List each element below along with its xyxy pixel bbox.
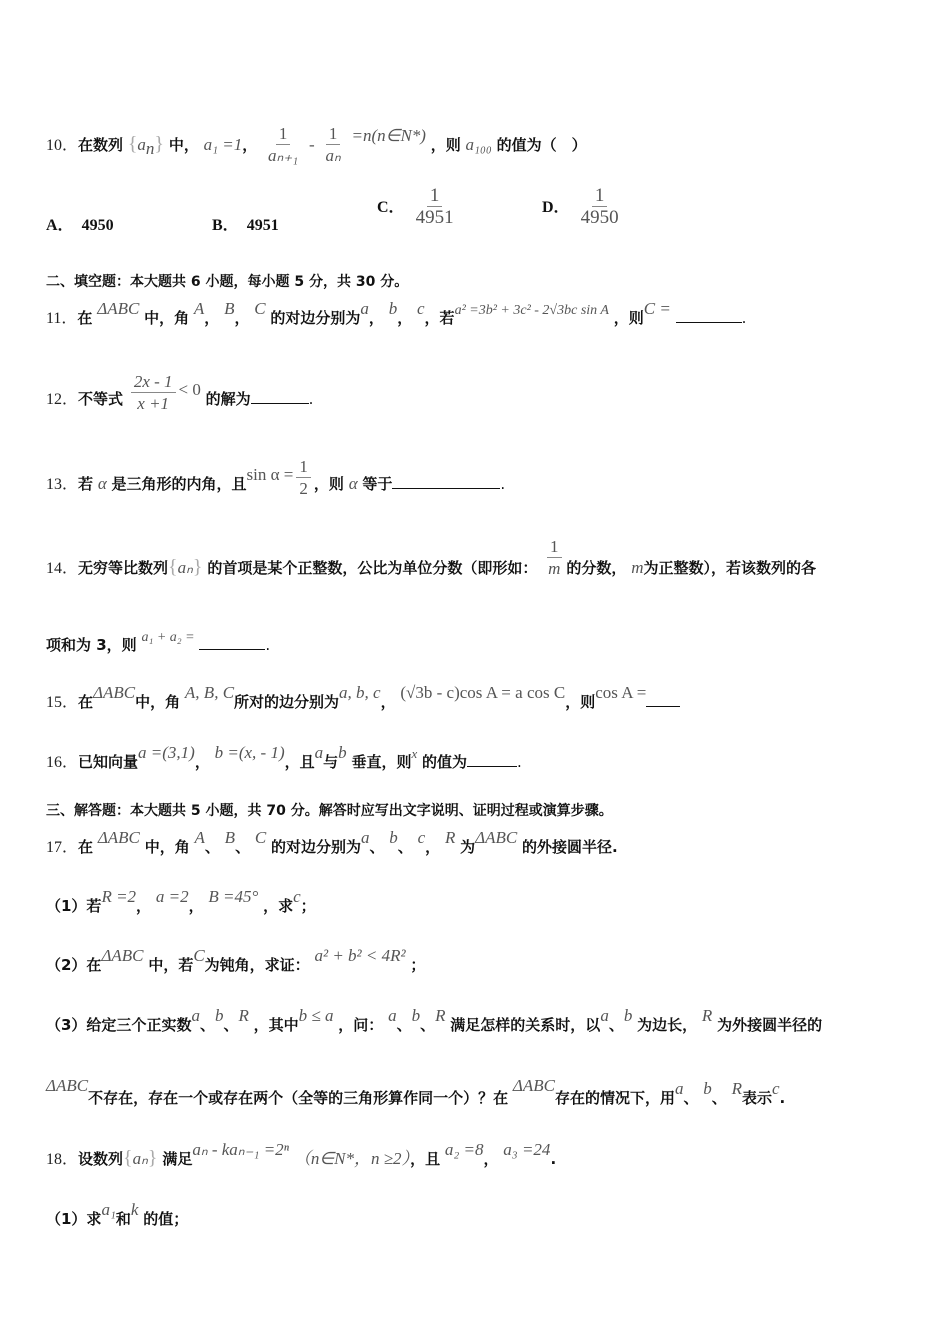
- math-expression: ΔABC: [97, 828, 140, 847]
- fraction-numerator: 1: [547, 537, 562, 558]
- math-expression: a: [137, 135, 146, 154]
- question-text: 的外接圆半径.: [522, 838, 618, 856]
- fraction-denominator: aₙ: [325, 146, 341, 165]
- math-expression: C =: [643, 299, 671, 318]
- answer-blank: [251, 389, 309, 404]
- math-expression: C: [193, 946, 205, 965]
- question-text: ，: [194, 753, 210, 771]
- fraction-numerator: 1: [427, 186, 443, 207]
- question-18: [46, 1140, 557, 1170]
- question-text: 无穷等比数列: [78, 559, 169, 577]
- math-expression: aₙ: [177, 558, 193, 577]
- question-15: [46, 683, 680, 713]
- math-expression: R =2: [101, 887, 137, 906]
- math-expression: R: [238, 1006, 249, 1025]
- option-label: B．: [212, 217, 239, 234]
- question-text: ，: [425, 838, 441, 856]
- question-text: ；: [410, 956, 426, 974]
- option-value: 4950: [81, 217, 114, 234]
- question-text: 中，角: [144, 309, 190, 327]
- question-text: 存在的情况下，用: [554, 1089, 675, 1107]
- math-expression: B: [224, 828, 236, 847]
- brace: }: [147, 1147, 158, 1169]
- brace: {: [123, 1147, 133, 1169]
- question-number: 10．: [46, 137, 79, 154]
- answer-blank: [199, 635, 265, 650]
- question-number: 12．: [46, 391, 79, 408]
- math-expression: aₙ - kaₙ₋₁ =2ⁿ: [192, 1140, 290, 1159]
- question-text: 为钝角，求证：: [204, 956, 310, 974]
- question-text: （2）在: [46, 956, 102, 974]
- math-rhs: =n(n∈N*): [351, 126, 426, 145]
- option-c: [377, 186, 460, 229]
- math-expression: a: [388, 1006, 397, 1025]
- math-expression: a: [191, 1006, 200, 1025]
- math-equation: (√3b - c)cos A = a cos C: [400, 683, 566, 702]
- fraction-numerator: 1: [296, 457, 311, 478]
- question-text: 在: [78, 693, 94, 711]
- math-expression: A: [194, 828, 205, 847]
- option-value: 4951: [246, 217, 279, 234]
- question-text: ，则: [565, 693, 596, 711]
- answer-blank: [676, 308, 742, 323]
- math-expression: c: [772, 1079, 780, 1098]
- question-text: 、: [235, 838, 251, 856]
- math-expression: b: [214, 1006, 224, 1025]
- math-expression: a =2: [155, 887, 189, 906]
- math-expression: B: [224, 299, 235, 318]
- math-expression: a: [675, 1079, 684, 1098]
- fraction-denominator: x +1: [137, 394, 170, 413]
- fraction: [322, 124, 343, 167]
- question-text: 是三角形的内角，且: [111, 475, 247, 493]
- math-expression: a₁: [101, 1200, 116, 1219]
- question-text: 与: [323, 753, 339, 771]
- fraction-numerator: 2x - 1: [131, 372, 176, 393]
- question-text: 和: [115, 1210, 131, 1228]
- question-text: 不存在，存在一个或存在两个（全等的三角形算作同一个）？在: [88, 1089, 509, 1107]
- question-text: 表示: [741, 1089, 772, 1107]
- question-17-part-3-cont: [46, 1076, 786, 1108]
- question-11: 11．在 ΔABC 中，角 A， B， C 的对边分别为a， b， c，若a² =3b² + 3c² - 2√3bc sin A ，则C = .: [46, 299, 747, 327]
- math-expression: R: [444, 828, 456, 847]
- math-expression: m: [631, 558, 644, 577]
- question-text: 等于: [362, 475, 393, 493]
- question-text: 的值；: [143, 1210, 189, 1228]
- question-14: [46, 537, 816, 590]
- question-text: .: [779, 1089, 786, 1107]
- question-text: 满足: [162, 1150, 193, 1168]
- question-text: ，则: [430, 136, 461, 154]
- question-text: 为: [460, 838, 476, 856]
- question-text: 、: [223, 1016, 239, 1034]
- question-text: ，问：: [338, 1016, 384, 1034]
- question-16: 16．已知向量a =(3,1)， b =(x, - 1)，且a与b 垂直，则x 的值为 .: [46, 743, 522, 771]
- question-text: 为边长，: [637, 1016, 698, 1034]
- math-expression: （n∈N*，n ≥2）: [293, 1149, 411, 1168]
- fraction: [545, 537, 563, 580]
- question-number: 13．: [46, 476, 79, 493]
- question-text: 设数列: [78, 1150, 124, 1168]
- math-expression: a₂ =8: [444, 1140, 484, 1159]
- question-text: ，: [242, 136, 258, 154]
- question-text: 的对边分别为: [270, 309, 361, 327]
- question-13: 13．若 α 是三角形的内角，且sin α = $\frac{1}{2}$ ，则 α 等于 .: [46, 457, 506, 498]
- math-expression: a² + b² < 4R²: [314, 946, 406, 965]
- fraction-numerator: 1: [326, 124, 341, 145]
- question-text: （3）给定三个正实数: [46, 1016, 192, 1034]
- answer-blank: [467, 752, 517, 767]
- math-expression: c: [417, 828, 426, 847]
- math-expression: b =(x, - 1): [214, 743, 285, 762]
- question-text: （1）求: [46, 1210, 102, 1228]
- math-expression: < 0: [178, 380, 201, 399]
- math-expression: c: [417, 299, 425, 318]
- question-text: ，: [136, 897, 152, 915]
- math-expression: a, b, c: [339, 683, 381, 702]
- question-number: 15．: [46, 694, 79, 711]
- math-expression: a: [360, 299, 369, 318]
- question-text: 在数列: [78, 136, 124, 154]
- question-text: .: [550, 1150, 557, 1168]
- question-text: ，: [204, 309, 220, 327]
- math-expression: a₁ + a₂ =: [141, 630, 195, 645]
- math-expression: ΔABC: [93, 683, 136, 702]
- question-text: 中，: [168, 136, 199, 154]
- question-text: ，: [188, 897, 204, 915]
- answer-blank: [646, 692, 680, 707]
- math-expression: b: [623, 1006, 633, 1025]
- question-text: ，则: [313, 475, 344, 493]
- math-expression: a: [314, 743, 324, 762]
- question-text: ，求: [263, 897, 294, 915]
- math-expression: b ≤ a: [298, 1006, 334, 1025]
- option-label: D．: [542, 199, 570, 216]
- math-a100: a₁₀₀: [465, 135, 492, 154]
- question-text: 的首项是某个正整数，公比为单位分数（即形如：: [207, 559, 538, 577]
- question-text: ，: [380, 693, 396, 711]
- question-number: 11．: [46, 310, 78, 327]
- math-expression: b: [703, 1079, 712, 1098]
- question-text: ；: [300, 897, 316, 915]
- question-18-part-1: [46, 1200, 189, 1229]
- fraction-denominator: 4950: [580, 207, 619, 228]
- math-expression: -: [309, 135, 315, 154]
- question-text: 为正整数），若该数列的各: [643, 559, 816, 577]
- question-17-part-1: [46, 887, 316, 916]
- math-expression: ΔABC: [475, 828, 518, 847]
- math-expression: aₙ: [132, 1149, 148, 1168]
- math-expression: cos A =: [595, 683, 647, 702]
- question-17-part-2: [46, 946, 426, 975]
- answer-blank: [392, 474, 500, 489]
- question-text: 的值为: [422, 753, 468, 771]
- brace: {: [168, 556, 178, 578]
- math-expression: a₃ =24: [503, 1140, 551, 1159]
- question-10: [46, 124, 587, 167]
- question-text: ，: [234, 309, 250, 327]
- math-expression: R: [731, 1079, 742, 1098]
- option-label: A．: [46, 217, 74, 234]
- math-expression: x: [411, 746, 418, 761]
- math-expression: ΔABC: [97, 299, 140, 318]
- math-expression: b: [388, 299, 398, 318]
- question-text: 、: [199, 1016, 215, 1034]
- question-text: 、: [608, 1016, 624, 1034]
- question-14-cont: 项和为 3，则 a₁ + a₂ = .: [46, 630, 271, 654]
- question-text: ，其中: [253, 1016, 299, 1034]
- question-text: 、: [420, 1016, 436, 1034]
- math-expression: b: [411, 1006, 421, 1025]
- question-17: [46, 828, 618, 858]
- fraction-numerator: 1: [276, 124, 291, 145]
- option-label: C．: [377, 199, 405, 216]
- question-text: 、: [396, 1016, 412, 1034]
- question-text: 的分数，: [566, 559, 627, 577]
- option-b: [212, 212, 279, 235]
- question-text: 项和为 3，则: [46, 636, 137, 654]
- question-text: 在: [78, 838, 94, 856]
- fraction: [265, 124, 301, 167]
- question-text: 中，角: [135, 693, 181, 711]
- question-text: 在: [77, 309, 93, 327]
- math-expression: ΔABC: [512, 1076, 555, 1095]
- question-text: ，则: [613, 309, 644, 327]
- brace-close: }: [154, 133, 165, 155]
- question-number: 14．: [46, 560, 79, 577]
- math-expression: b: [389, 828, 398, 847]
- question-text: 垂直，则: [351, 753, 412, 771]
- math-expression: B =45°: [208, 887, 259, 906]
- question-text: ，若: [424, 309, 455, 327]
- question-text: 的解为: [205, 390, 251, 408]
- brace: }: [192, 556, 203, 578]
- fraction: [413, 186, 457, 229]
- math-expression: C: [254, 299, 266, 318]
- question-text: 、: [397, 838, 413, 856]
- question-text: 已知向量: [78, 753, 139, 771]
- question-text: ，且: [410, 1150, 441, 1168]
- math-expression: k: [130, 1200, 139, 1219]
- question-text: ，: [368, 309, 384, 327]
- question-text: ，: [397, 309, 413, 327]
- section-heading-fill-in: 二、填空题：本大题共 6 小题，每小题 5 分，共 30 分。: [46, 274, 409, 290]
- question-text: ，且: [284, 753, 315, 771]
- question-text: 不等式: [78, 390, 124, 408]
- question-number: 16．: [46, 754, 79, 771]
- math-expression: A, B, C: [184, 683, 235, 702]
- question-text: ，: [483, 1150, 499, 1168]
- question-text: 中，角: [144, 838, 190, 856]
- math-expression: α: [348, 474, 358, 493]
- fraction-numerator: 1: [592, 186, 608, 207]
- question-text: 、: [711, 1089, 727, 1107]
- question-text: 、: [204, 838, 220, 856]
- question-text: 的对边分别为: [270, 838, 361, 856]
- math-expression: C: [254, 828, 267, 847]
- option-a: [46, 212, 114, 235]
- section-heading-solve: 三、解答题：本大题共 5 小题，共 70 分。解答时应写出文字说明、证明过程或演算步骤。: [46, 803, 613, 819]
- math-expression: R: [435, 1006, 446, 1025]
- math-a1: a₁ =1: [203, 135, 243, 154]
- fraction: [296, 457, 311, 500]
- math-expression: α: [97, 474, 107, 493]
- math-expression: R: [701, 1006, 713, 1025]
- question-text: 的值为（ ）: [496, 136, 587, 154]
- question-text: 、: [683, 1089, 699, 1107]
- math-expression: A: [193, 299, 205, 318]
- math-expression: a: [600, 1006, 609, 1025]
- fraction: [578, 186, 622, 229]
- brace-open: {: [127, 133, 138, 155]
- math-expression: a =(3,1): [138, 743, 195, 762]
- math-expression: a: [361, 828, 370, 847]
- question-text: 、: [369, 838, 385, 856]
- fraction-denominator: 2: [299, 479, 308, 498]
- fraction-denominator: aₙ₊₁: [268, 146, 299, 165]
- math-expression: sin α =: [246, 465, 294, 484]
- option-d: [542, 186, 625, 229]
- math-expression: n: [145, 139, 155, 158]
- question-12: 12．不等式 $\frac{2x - 1}{x +1}$ < 0 的解为 .: [46, 372, 314, 413]
- question-number: 18．: [46, 1151, 79, 1168]
- fraction-denominator: 4951: [415, 207, 454, 228]
- question-text: 为外接圆半径的: [717, 1016, 823, 1034]
- math-expression: b: [338, 743, 347, 762]
- question-17-part-3: [46, 1006, 823, 1035]
- question-text: 满足怎样的关系时，以: [450, 1016, 601, 1034]
- question-text: 若: [78, 475, 94, 493]
- fraction: [131, 372, 176, 415]
- question-text: 所对的边分别为: [234, 693, 340, 711]
- question-number: 17．: [46, 839, 79, 856]
- math-expression: ΔABC: [101, 946, 144, 965]
- question-text: （1）若: [46, 897, 102, 915]
- math-expression: c: [293, 887, 301, 906]
- question-text: 中，若: [148, 956, 194, 974]
- math-expression: ΔABC: [46, 1076, 89, 1095]
- fraction-denominator: m: [548, 559, 561, 578]
- math-equation: a² =3b² + 3c² - 2√3bc sin A: [454, 303, 609, 318]
